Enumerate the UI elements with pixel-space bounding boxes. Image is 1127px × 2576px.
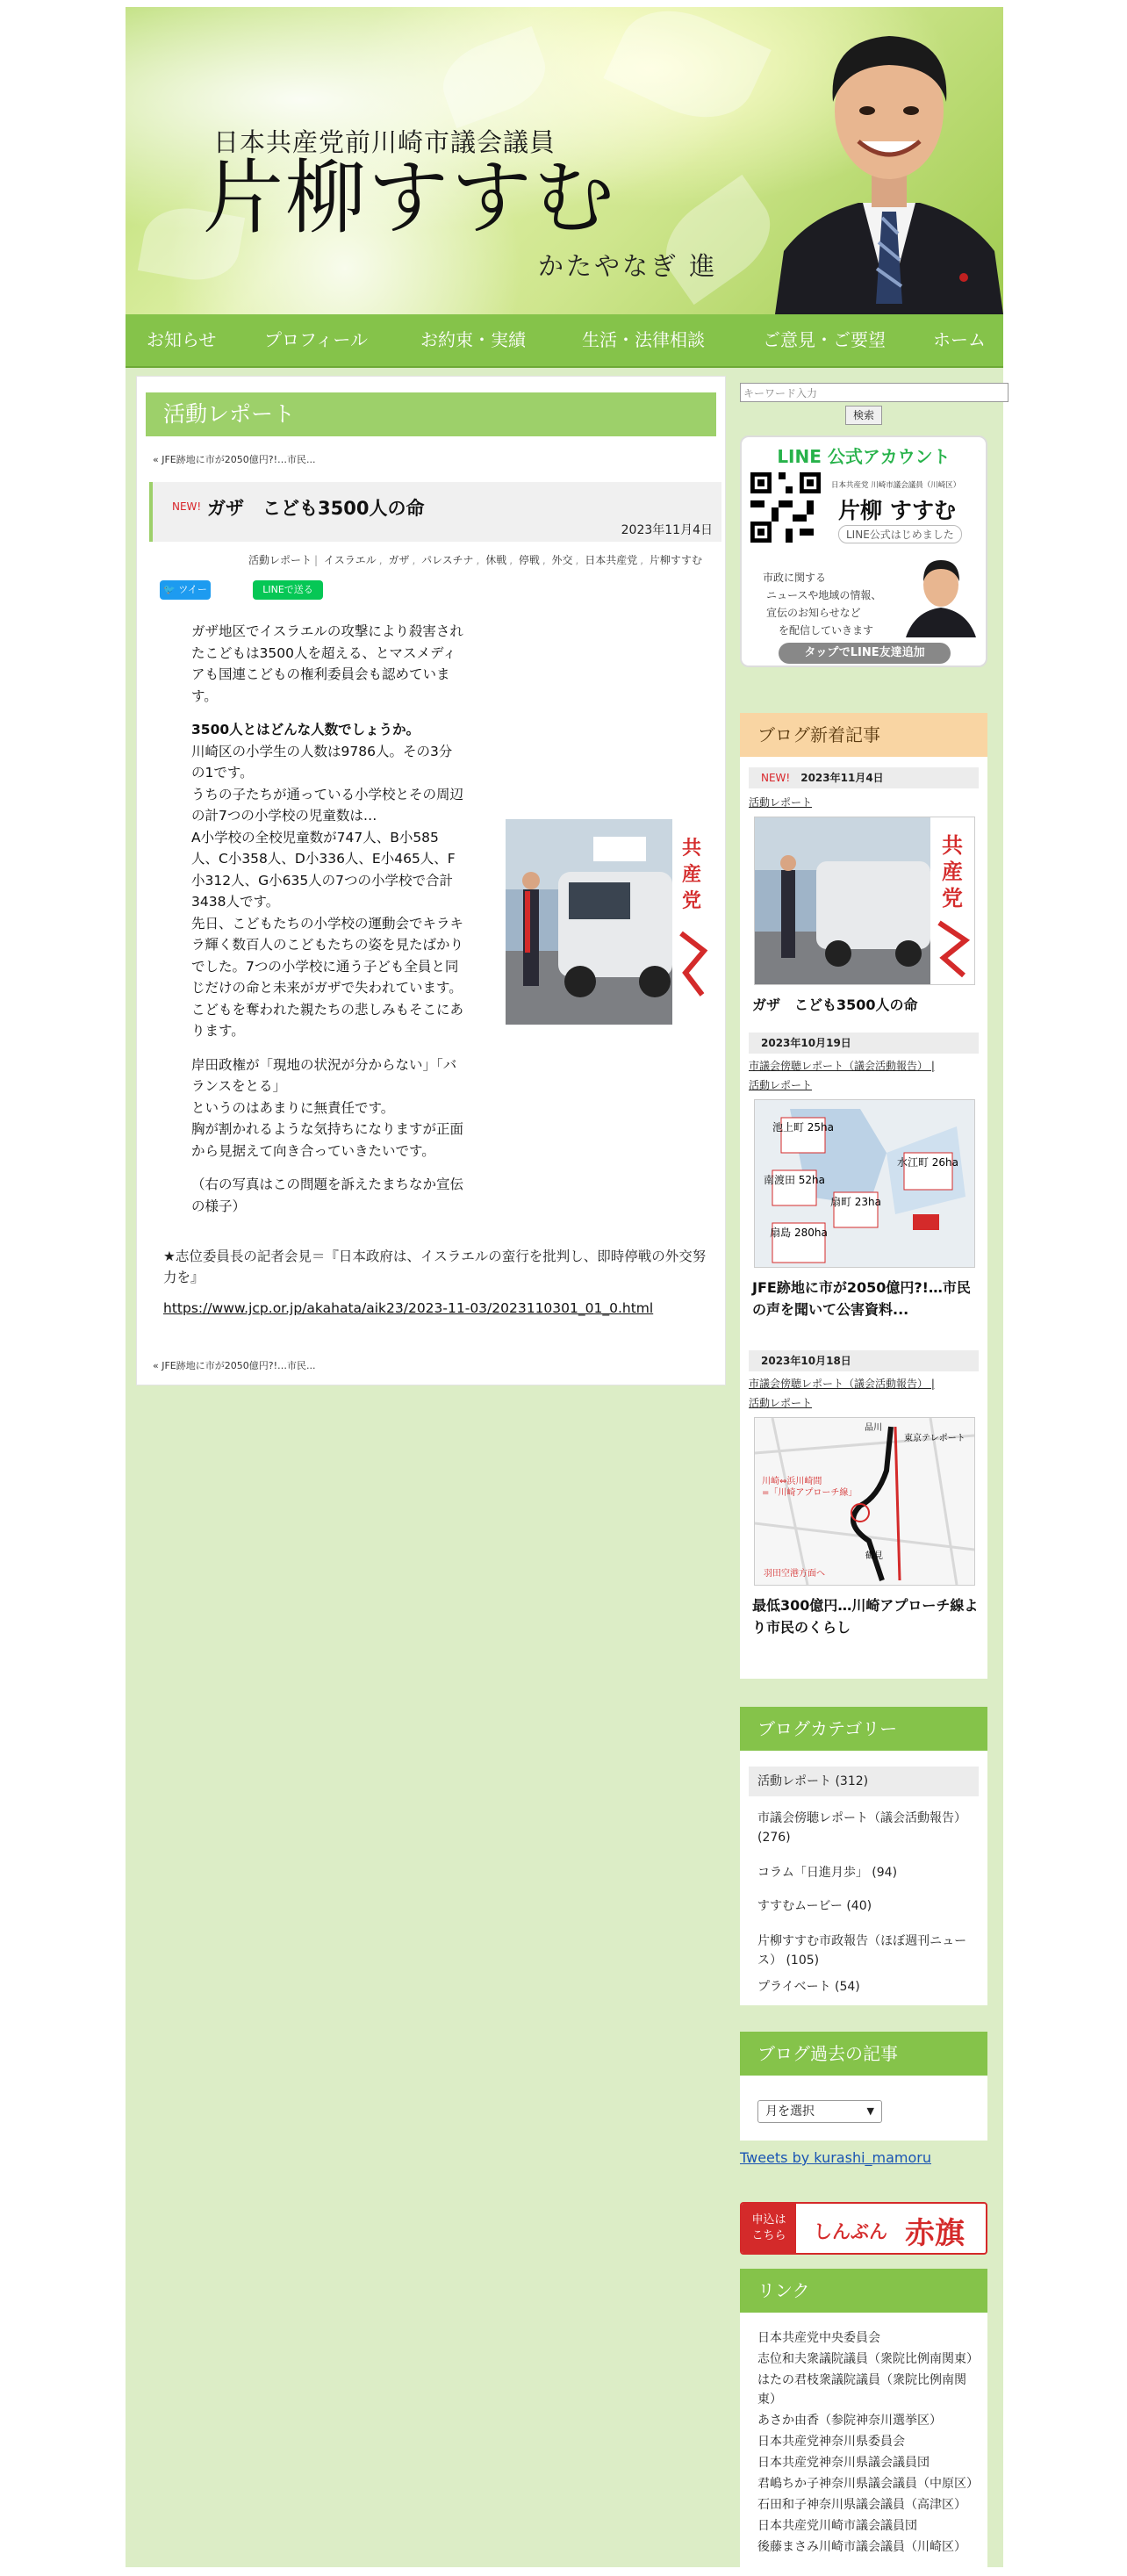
map-label: 扇島 280ha	[770, 1227, 828, 1239]
external-link[interactable]: 石田和子神奈川県議会議員（高津区）	[757, 2498, 966, 2512]
route-label: 羽田空港方面へ	[764, 1569, 825, 1579]
month-select-value: 月を選択	[765, 2105, 815, 2119]
external-link[interactable]: 日本共産党神奈川県委員会	[757, 2435, 905, 2449]
category-link[interactable]: 市議会傍聴レポート（議会活動報告）	[749, 1060, 929, 1072]
tag-link[interactable]: ガザ	[388, 554, 410, 566]
tag-link[interactable]: 外交	[551, 554, 573, 566]
post-date: 2023年11月4日	[621, 523, 713, 537]
category-link[interactable]: 市議会傍聴レポート（議会活動報告）	[749, 1378, 929, 1390]
prev-post-link[interactable]: « JFE跡地に市が2050億円?!…市民...	[153, 454, 316, 465]
line-card-started: LINE公式はじめました	[838, 525, 962, 543]
desc-line: を配信していきます	[779, 624, 874, 637]
akahata-title: 赤旗	[905, 2216, 965, 2251]
recent-post-category[interactable]: 活動レポート	[749, 1397, 813, 1409]
recent-post-category[interactable]: 活動レポート	[749, 1079, 813, 1091]
line-card-title: LINE 公式アカウント	[777, 446, 951, 467]
qr-code-icon	[750, 472, 821, 543]
leaf-decoration	[433, 26, 556, 128]
street-campaign-photo	[506, 819, 711, 1025]
tag-link[interactable]: 停戦	[518, 554, 540, 566]
categories-heading: ブログカテゴリー	[740, 1707, 987, 1751]
banner-char: 産	[681, 864, 702, 886]
page-wrapper	[126, 7, 1003, 2567]
site-header	[126, 7, 1003, 314]
categories-box	[740, 1751, 987, 2005]
line-share-button[interactable]	[253, 580, 323, 600]
banner-char: 党	[942, 886, 963, 910]
nav-news[interactable]: お知らせ	[147, 329, 217, 350]
post-tags: 活動レポート | イスラエル , ガザ , パレスチナ , 休戦 , 停戦 , 外交 , 日本共産党 , 片柳すすむ	[248, 554, 702, 566]
route-label: =「川崎アプローチ線」	[762, 1488, 858, 1498]
tag-link[interactable]: 休戦	[485, 554, 507, 566]
main-nav	[126, 314, 1003, 368]
tag-link[interactable]: 片柳すすむ	[649, 554, 702, 566]
paragraph: 胸が割かれるような気持ちになりますが正面から見据えて向き合っていきたいです。	[191, 1121, 464, 1159]
akahata-apply-label: 申込は こちら	[742, 2204, 796, 2253]
external-link[interactable]: 日本共産党川崎市議会議員団	[757, 2519, 917, 2533]
akahata-mid: しんぶん	[814, 2221, 887, 2242]
main-content	[136, 376, 726, 1385]
recent-post-date: 2023年10月18日	[749, 1350, 979, 1371]
akahata-banner[interactable]	[740, 2202, 987, 2255]
recent-post-title[interactable]: ガザ こども3500人の命	[752, 997, 918, 1013]
post-body	[191, 621, 463, 1229]
leaf-decoration	[603, 7, 771, 138]
tweet-label: ツイート	[178, 584, 207, 615]
desc-line: ニュースや地域の情報、	[766, 589, 882, 601]
search-input[interactable]: キーワード入力	[740, 383, 1009, 402]
desc-line: 宣伝のお知らせなど	[766, 607, 861, 619]
recent-post-category[interactable]: 市議会傍聴レポート（議会活動報告） |	[749, 1378, 935, 1390]
route-label: 品川	[865, 1423, 882, 1433]
site-title[interactable]: 片柳すすむ	[203, 151, 616, 245]
nav-home[interactable]: ホーム	[933, 329, 986, 350]
route-label: 鶴見	[865, 1551, 883, 1561]
recent-post-thumbnail[interactable]	[754, 817, 975, 985]
external-link[interactable]: あさか由香（参院神奈川選挙区）	[757, 2414, 942, 2428]
line-official-banner[interactable]	[740, 435, 987, 667]
line-share-label: LINEで送る	[262, 584, 313, 595]
banner-char: 党	[681, 890, 702, 912]
recent-post-thumbnail[interactable]	[754, 1417, 975, 1586]
quote-text: ★志位委員長の記者会見＝『日本政府は、イスラエルの蛮行を批判し、即時停戦の外交努力を』	[163, 1248, 707, 1285]
line-card-portrait	[901, 550, 980, 637]
recent-post-category[interactable]: 活動レポート	[749, 796, 813, 809]
post-header	[149, 482, 721, 542]
links-box	[740, 2313, 987, 2576]
name-reading: かたやなぎ 進	[538, 251, 718, 281]
external-link[interactable]: 志位和夫衆議院議員（衆院比例南関東）	[757, 2352, 979, 2366]
map-label: 扇町 23ha	[829, 1196, 882, 1208]
chevron-down-icon: ▼	[866, 2105, 874, 2117]
map-label: 南渡田 52ha	[763, 1174, 826, 1186]
external-link[interactable]: はたの君枝衆議院議員（衆院比例南関東）	[757, 2373, 966, 2407]
map-label: 池上町 25ha	[772, 1121, 835, 1133]
recent-post-category[interactable]: 市議会傍聴レポート（議会活動報告） |	[749, 1060, 935, 1072]
route-label: 東京テレポート	[904, 1434, 965, 1443]
new-badge: NEW!	[761, 772, 791, 784]
nav-profile[interactable]: プロフィール	[264, 329, 368, 350]
category-title: 活動レポート	[146, 392, 716, 436]
category-link[interactable]: コラム「日進月歩」 (94)	[757, 1866, 898, 1880]
links-heading: リンク	[740, 2269, 987, 2313]
recent-post-date	[749, 767, 979, 788]
archives-box	[740, 2076, 987, 2141]
category-link[interactable]: すすむムービー (40)	[757, 1899, 872, 1913]
recent-post-title[interactable]: 最低300億円…川崎アプローチ線より市民のくらし	[752, 1597, 979, 1636]
leaf-decoration	[649, 175, 787, 305]
paragraph: （右の写真はこの問題を訴えたまちなか宣伝の様子）	[191, 1176, 464, 1214]
paragraph-line: 3500人とはどんな人数でしょうか。	[191, 722, 420, 738]
banner-char: 共	[942, 833, 963, 858]
paragraph: というのはあまりに無責任です。	[191, 1099, 395, 1116]
header-subtitle: 日本共産党前川崎市議会議員	[213, 127, 556, 157]
external-link[interactable]: 日本共産党中央委員会	[757, 2331, 880, 2345]
paragraph: 川崎区の小学生の人数は9786人。その3分の1です。	[191, 743, 453, 781]
line-card-name: 片柳 すすむ	[838, 498, 956, 523]
tag-link[interactable]: パレスチナ	[421, 554, 474, 566]
recent-posts-heading: ブログ新着記事	[740, 713, 987, 757]
prev-post-link-bottom[interactable]: « JFE跡地に市が2050億円?!…市民...	[153, 1360, 316, 1371]
tweets-link[interactable]: Tweets by kurashi_mamoru	[740, 2149, 932, 2166]
external-link[interactable]: 後藤まさみ川崎市議会議員（川崎区）	[757, 2540, 966, 2554]
external-link[interactable]: 日本共産党神奈川県議会議員団	[757, 2456, 930, 2470]
external-link[interactable]: 君嶋ちか子神奈川県議会議員（中原区）	[757, 2477, 979, 2491]
banner-char: 共	[681, 838, 702, 860]
line-add-friend-button[interactable]: タップでLINE友達追加	[779, 643, 951, 664]
route-label: 川崎⇔浜川崎間	[762, 1477, 822, 1486]
tag-link[interactable]: 日本共産党	[585, 554, 638, 566]
line-card-role: 日本共産党 川崎市議会議員（川崎区）	[831, 481, 961, 490]
category-link[interactable]: 市議会傍聴レポート（議会活動報告） (276)	[757, 1811, 966, 1845]
nav-opinion[interactable]: ご意見・ご要望	[763, 329, 886, 350]
recent-date-text: 2023年11月4日	[800, 772, 884, 784]
post-title: ガザ こども3500人の命	[207, 498, 425, 519]
recent-post-date: 2023年10月19日	[749, 1033, 979, 1054]
nav-promises[interactable]: お約束・実績	[420, 329, 526, 350]
new-badge: NEW!	[172, 500, 202, 513]
desc-line: 市政に関する	[763, 572, 827, 584]
paragraph: A小学校の全校児童数が747人、B小585人、C小358人、D小336人、E小465人、F小312人、G小635人の7つの小学校で合計3438人です。	[191, 829, 456, 910]
recent-post-title[interactable]: JFE跡地に市が2050億円?!…市民の声を聞いて公害資料...	[752, 1279, 971, 1318]
paragraph: ガザ地区でイスラエルの攻撃により殺害されたこどもは3500人を超える、とマスメディアも国連こどもの権利委員会も認めています。	[191, 623, 463, 704]
category-link[interactable]: 活動レポート (312)	[757, 1774, 869, 1788]
banner-char: 産	[942, 860, 963, 884]
tag-link[interactable]: 活動レポート	[248, 554, 312, 566]
paragraph	[191, 719, 463, 741]
archives-heading: ブログ過去の記事	[740, 2032, 987, 2076]
recent-posts-box	[740, 757, 987, 1679]
nav-consultation[interactable]: 生活・法律相談	[582, 329, 705, 350]
paragraph: 岸田政権が「現地の状況が分からない」「バランスをとる」	[191, 1056, 457, 1094]
paragraph: 先日、こどもたちの小学校の運動会でキラキラ輝く数百人のこどもたちの姿を見たばかりでした。7つの小学校に通う子ども全員と同じだけの命と未来がガザで失われています。こどもを奪われた親たちの悲しみもそこにあります。	[191, 915, 464, 1039]
paragraph: うちの子たちが通っている小学校とその周辺の計7つの小学校の児童数は…	[191, 786, 464, 824]
month-select[interactable]	[757, 2100, 882, 2123]
line-card-desc	[763, 569, 881, 639]
search-button[interactable]: 検索	[845, 406, 882, 425]
map-label: 水江町 26ha	[896, 1156, 959, 1169]
tweet-button[interactable]: 🐦 ツイート	[160, 580, 211, 600]
category-link[interactable]: プライベート (54)	[757, 1980, 860, 1994]
category-link[interactable]: 片柳すすむ市政報告（ほぼ週刊ニュース） (105)	[757, 1934, 967, 1968]
recent-post-thumbnail[interactable]	[754, 1099, 975, 1268]
article-link[interactable]: https://www.jcp.or.jp/akahata/aik23/2023-11-03/2023110301_01_0.html	[163, 1300, 654, 1316]
tag-link[interactable]: イスラエル	[323, 554, 377, 566]
portrait-photo	[775, 14, 1003, 314]
